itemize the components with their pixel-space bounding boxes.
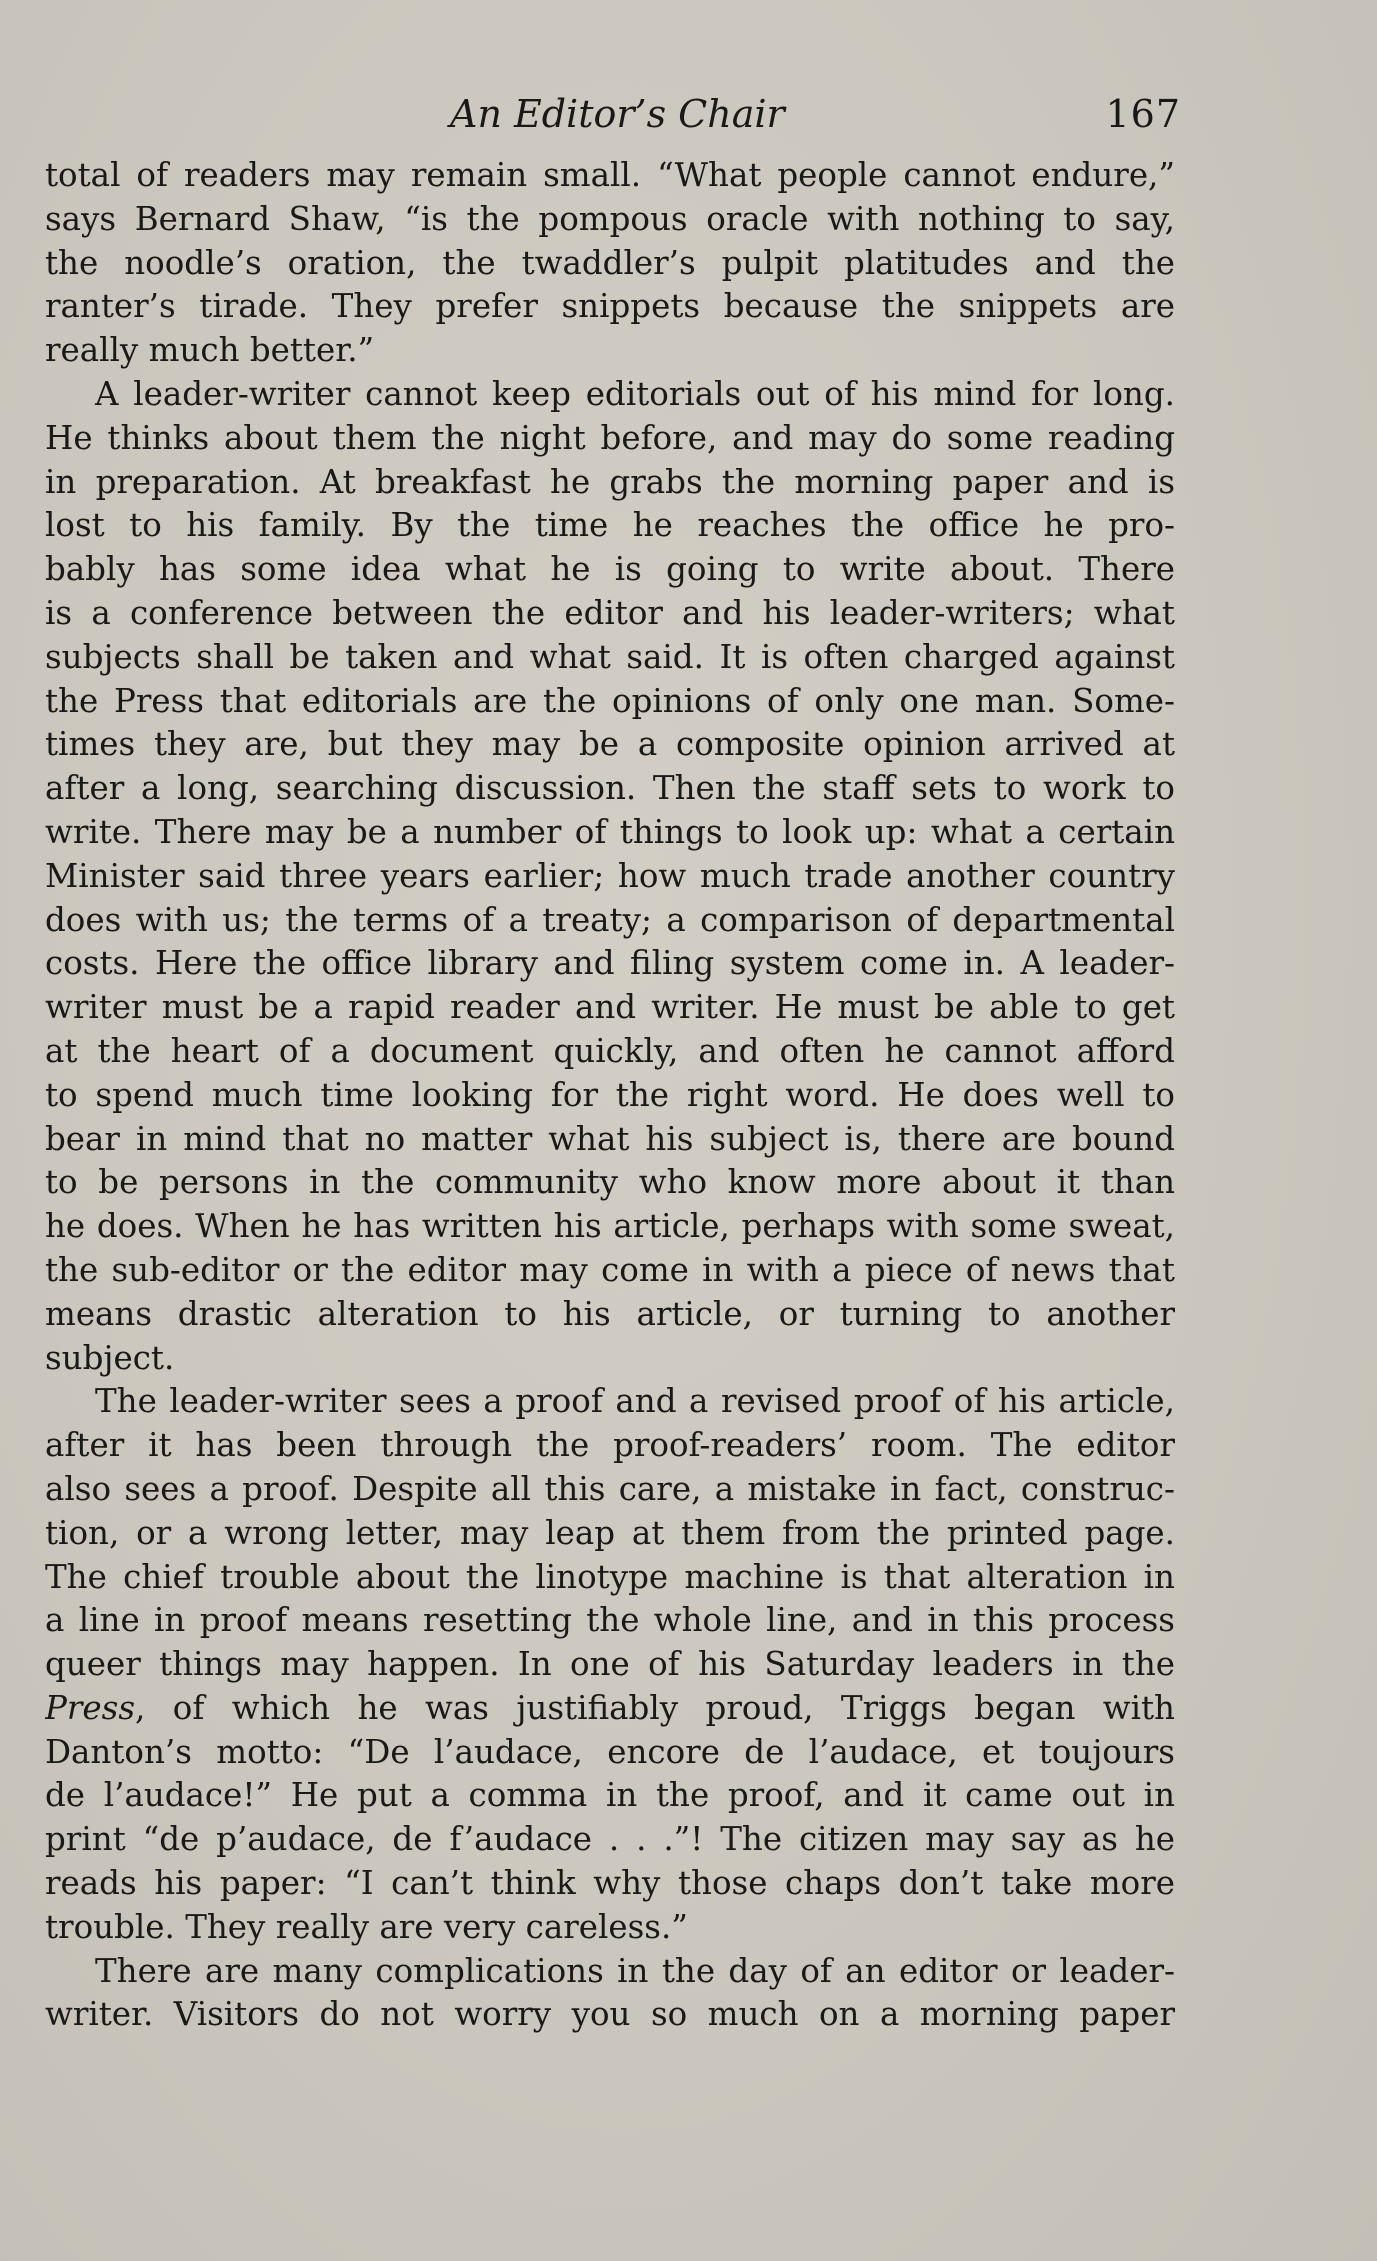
text-line: the noodle’s oration, the twaddler’s pulpit platitudes and the	[45, 243, 1175, 282]
text-line: in preparation. At breakfast he grabs the morning paper and is	[45, 462, 1175, 501]
text-line: subject.	[45, 1338, 175, 1377]
text-line: says Bernard Shaw, “is the pompous oracle with nothing to say,	[45, 199, 1175, 238]
text-line: after a long, searching discussion. Then the staff sets to work to	[45, 769, 1175, 808]
text-line: costs. Here the office library and filing system come in. A leader-	[45, 944, 1175, 983]
text-line: does with us; the terms of a treaty; a comparison of departmental	[45, 900, 1175, 939]
text-line: subjects shall be taken and what said. It is often charged against	[45, 637, 1175, 676]
text-line: bably has some idea what he is going to write about. There	[45, 550, 1175, 589]
running-head	[45, 86, 1181, 142]
text-line: a line in proof means resetting the whole line, and in this process	[45, 1601, 1175, 1640]
text-line: really much better.”	[45, 331, 375, 370]
text-line: also sees a proof. Despite all this care, a mistake in fact, construc-	[45, 1469, 1175, 1508]
text-line	[45, 1687, 1175, 1731]
text-line: writer must be a rapid reader and writer. He must be able to get	[45, 988, 1175, 1027]
text-line: he does. When he has written his article, perhaps with some sweat,	[45, 1207, 1175, 1246]
text-line: Danton’s motto: “De l’audace, encore de l’audace, et toujours	[45, 1732, 1175, 1771]
chapter-title: An Editor’s Chair	[450, 92, 785, 136]
text-line: to be persons in the community who know more about it than	[45, 1163, 1175, 1202]
text-line: at the heart of a document quickly, and often he cannot afford	[45, 1031, 1175, 1070]
text-line: There are many complications in the day of an editor or leader-	[95, 1951, 1175, 1990]
text-line: lost to his family. By the time he reaches the office he pro-	[45, 506, 1175, 545]
text-line: reads his paper: “I can’t think why those chaps don’t take more	[45, 1864, 1175, 1903]
text-line: de l’audace!” He put a comma in the proof, and it came out in	[45, 1776, 1175, 1815]
text-line: times they are, but they may be a composite opinion arrived at	[45, 725, 1175, 764]
text-line: to spend much time looking for the right word. He does well to	[45, 1075, 1175, 1114]
text-line: queer things may happen. In one of his Saturday leaders in the	[45, 1645, 1175, 1684]
text-line: write. There may be a number of things to look up: what a certain	[45, 812, 1175, 851]
text-line: Minister said three years earlier; how much trade another country	[45, 856, 1175, 895]
paragraph-3	[45, 1380, 1175, 1949]
text-line: The leader-writer sees a proof and a revised proof of his article,	[95, 1382, 1175, 1421]
text-line: bear in mind that no matter what his subject is, there are bound	[45, 1119, 1175, 1158]
text-line: the Press that editorials are the opinions of only one man. Some-	[45, 681, 1175, 720]
text-line: He thinks about them the night before, and may do some reading	[45, 418, 1175, 457]
paragraph-2	[45, 373, 1175, 1380]
paragraph-4	[45, 1950, 1175, 2038]
text-line: tion, or a wrong letter, may leap at them from the printed page.	[45, 1513, 1175, 1552]
paragraph-1	[45, 154, 1175, 373]
text-line: ranter’s tirade. They prefer snippets because the snippets are	[45, 287, 1175, 326]
page-number: 167	[1105, 92, 1181, 136]
text-line: means drastic alteration to his article, or turning to another	[45, 1294, 1175, 1333]
text-line: is a conference between the editor and his leader-writers; what	[45, 593, 1175, 632]
body-text	[45, 154, 1175, 2037]
text-line: The chief trouble about the linotype machine is that alteration in	[45, 1557, 1175, 1596]
text-line: after it has been through the proof-readers’ room. The editor	[45, 1426, 1175, 1465]
text-line: trouble. They really are very careless.”	[45, 1907, 688, 1946]
text-line: A leader-writer cannot keep editorials out of his mind for long.	[95, 374, 1175, 413]
italic-press: Press	[45, 1688, 135, 1727]
text-line: print “de p’audace, de f’audace . . .”! The citizen may say as he	[45, 1820, 1175, 1859]
text-line: total of readers may remain small. “What people cannot endure,”	[45, 156, 1175, 194]
text-line: the sub-editor or the editor may come in with a piece of news that	[45, 1250, 1175, 1289]
text-line: writer. Visitors do not worry you so much on a morning paper	[45, 1995, 1175, 2034]
text-run: , of which he was justifiably proud, Triggs began with	[135, 1688, 1175, 1727]
